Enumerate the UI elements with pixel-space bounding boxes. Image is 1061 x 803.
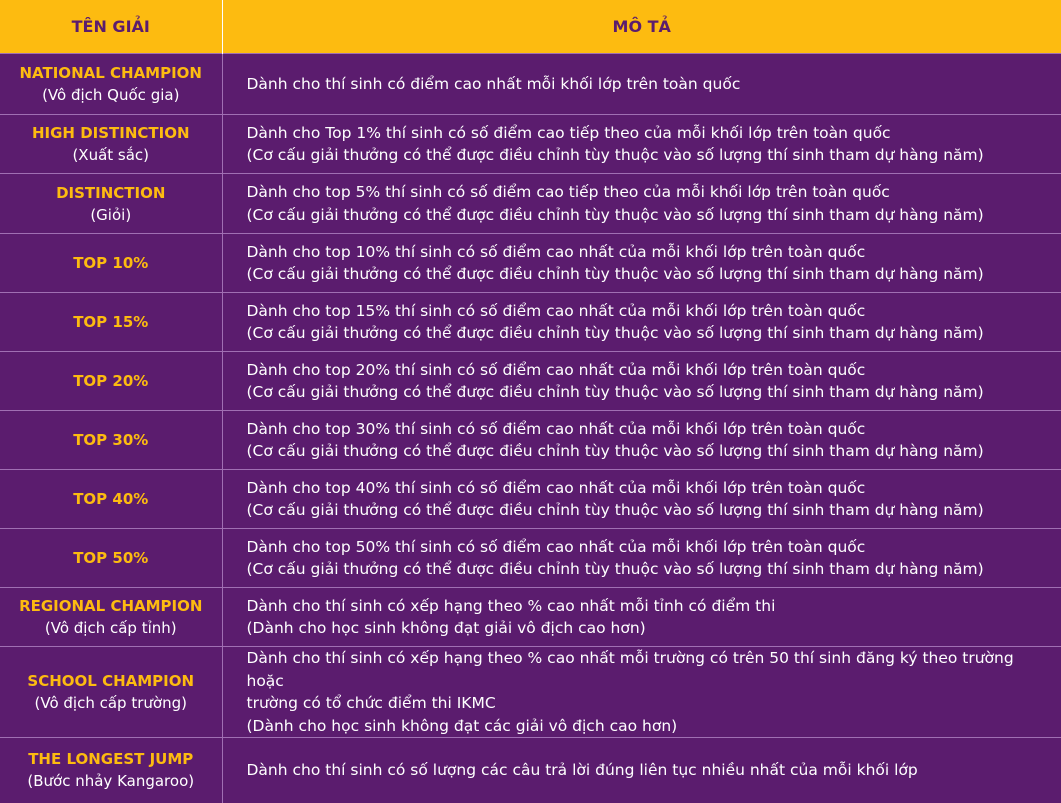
description-line: (Cơ cấu giải thưởng có thể được điều chỉnh tùy thuộc vào số lượng thí sinh tham dự hàng năm): [246, 205, 984, 224]
award-subtitle: (Giỏi): [90, 205, 132, 224]
description-line: Dành cho thí sinh có điểm cao nhất mỗi khối lớp trên toàn quốc: [246, 74, 741, 93]
description-line: (Cơ cấu giải thưởng có thể được điều chỉnh tùy thuộc vào số lượng thí sinh tham dự hàng năm): [246, 383, 984, 401]
description-line: Dành cho top 10% thí sinh có số điểm cao nhất của mỗi khối lớp trên toàn quốc: [246, 242, 866, 261]
award-name: TOP 30%: [73, 431, 149, 449]
table-row: [0, 115, 1061, 174]
award-description-cell: [222, 352, 1061, 411]
description-line: (Dành cho học sinh không đạt giải vô địch cao hơn): [246, 619, 646, 637]
award-subtitle: (Vô địch Quốc gia): [42, 86, 180, 104]
table-row: [0, 54, 1061, 115]
award-name: TOP 40%: [73, 490, 149, 508]
description-line: (Cơ cấu giải thưởng có thể được điều chỉnh tùy thuộc vào số lượng thí sinh tham dự hàng năm): [246, 560, 984, 578]
table-row: [0, 411, 1061, 470]
award-name-cell: [0, 470, 222, 529]
description-line: Dành cho top 40% thí sinh có số điểm cao nhất của mỗi khối lớp trên toàn quốc: [246, 478, 866, 497]
award-description-cell: [222, 470, 1061, 529]
description-line: (Cơ cấu giải thưởng có thể được điều chỉnh tùy thuộc vào số lượng thí sinh tham dự hàng năm): [246, 442, 984, 460]
award-name: TOP 50%: [73, 549, 149, 567]
table-row: [0, 529, 1061, 588]
award-description-cell: [222, 115, 1061, 174]
award-description-cell: [222, 529, 1061, 588]
award-name: HIGH DISTINCTION: [31, 124, 190, 142]
header-award-name: TÊN GIẢI: [0, 0, 222, 54]
description-line: Dành cho top 20% thí sinh có số điểm cao nhất của mỗi khối lớp trên toàn quốc: [246, 360, 866, 379]
award-description-cell: [222, 411, 1061, 470]
description-line: Dành cho top 15% thí sinh có số điểm cao nhất của mỗi khối lớp trên toàn quốc: [246, 301, 866, 320]
table-row: [0, 174, 1061, 234]
award-name-cell: [0, 115, 222, 174]
description-line: Dành cho thí sinh có xếp hạng theo % cao nhất mỗi trường có trên 50 thí sinh đăng ký theo trường hoặc: [246, 649, 1014, 690]
table-row: [0, 234, 1061, 293]
description-line: (Cơ cấu giải thưởng có thể được điều chỉnh tùy thuộc vào số lượng thí sinh tham dự hàng năm): [246, 265, 984, 283]
award-subtitle: (Bước nhảy Kangaroo): [27, 772, 195, 791]
award-name-cell: [0, 647, 222, 738]
table-row: [0, 588, 1061, 647]
table-row: [0, 293, 1061, 352]
header-description: MÔ TẢ: [222, 0, 1061, 54]
award-description-cell: [222, 588, 1061, 647]
description-line: Dành cho top 30% thí sinh có số điểm cao nhất của mỗi khối lớp trên toàn quốc: [246, 419, 866, 438]
award-name-cell: [0, 529, 222, 588]
award-name: REGIONAL CHAMPION: [19, 597, 203, 615]
award-name: NATIONAL CHAMPION: [19, 64, 202, 82]
award-description-cell: [222, 647, 1061, 738]
award-name: SCHOOL CHAMPION: [27, 672, 195, 690]
award-name-cell: [0, 411, 222, 470]
table-body: [0, 54, 1061, 803]
award-name: TOP 15%: [73, 313, 149, 331]
award-name: TOP 10%: [73, 254, 149, 272]
description-line: trường có tổ chức điểm thi IKMC: [246, 694, 496, 712]
description-line: Dành cho top 5% thí sinh có số điểm cao tiếp theo của mỗi khối lớp trên toàn quốc: [246, 183, 890, 201]
description-line: (Cơ cấu giải thưởng có thể được điều chỉnh tùy thuộc vào số lượng thí sinh tham dự hàng năm): [246, 146, 984, 164]
table-row: [0, 352, 1061, 411]
award-description-cell: [222, 174, 1061, 234]
description-line: (Dành cho học sinh không đạt các giải vô địch cao hơn): [246, 716, 678, 735]
award-subtitle: (Vô địch cấp tỉnh): [44, 619, 177, 637]
award-name: DISTINCTION: [56, 183, 166, 202]
description-line: Dành cho top 50% thí sinh có số điểm cao nhất của mỗi khối lớp trên toàn quốc: [246, 537, 866, 556]
award-subtitle: (Xuất sắc): [72, 146, 150, 164]
table-row: [0, 647, 1061, 738]
description-line: Dành cho thí sinh có xếp hạng theo % cao nhất mỗi tỉnh có điểm thi: [246, 596, 776, 615]
description-line: Dành cho Top 1% thí sinh có số điểm cao tiếp theo của mỗi khối lớp trên toàn quốc: [246, 123, 891, 142]
award-name-cell: [0, 588, 222, 647]
description-line: Dành cho thí sinh có số lượng các câu trả lời đúng liên tục nhiều nhất của mỗi khối lớp: [246, 761, 918, 779]
description-line: (Cơ cấu giải thưởng có thể được điều chỉnh tùy thuộc vào số lượng thí sinh tham dự hàng năm): [246, 501, 984, 519]
award-name-cell: [0, 293, 222, 352]
award-name-cell: [0, 174, 222, 234]
award-description-cell: [222, 234, 1061, 293]
award-name: THE LONGEST JUMP: [28, 750, 194, 769]
award-name: TOP 20%: [73, 372, 149, 390]
description-line: (Cơ cấu giải thưởng có thể được điều chỉnh tùy thuộc vào số lượng thí sinh tham dự hàng năm): [246, 324, 984, 342]
award-name-cell: [0, 352, 222, 411]
award-name-cell: [0, 54, 222, 115]
table-row: [0, 470, 1061, 529]
award-description-cell: [222, 293, 1061, 352]
award-description-cell: [222, 54, 1061, 115]
award-subtitle: (Vô địch cấp trường): [34, 694, 187, 712]
award-name-cell: [0, 234, 222, 293]
header-row: [0, 0, 1061, 54]
